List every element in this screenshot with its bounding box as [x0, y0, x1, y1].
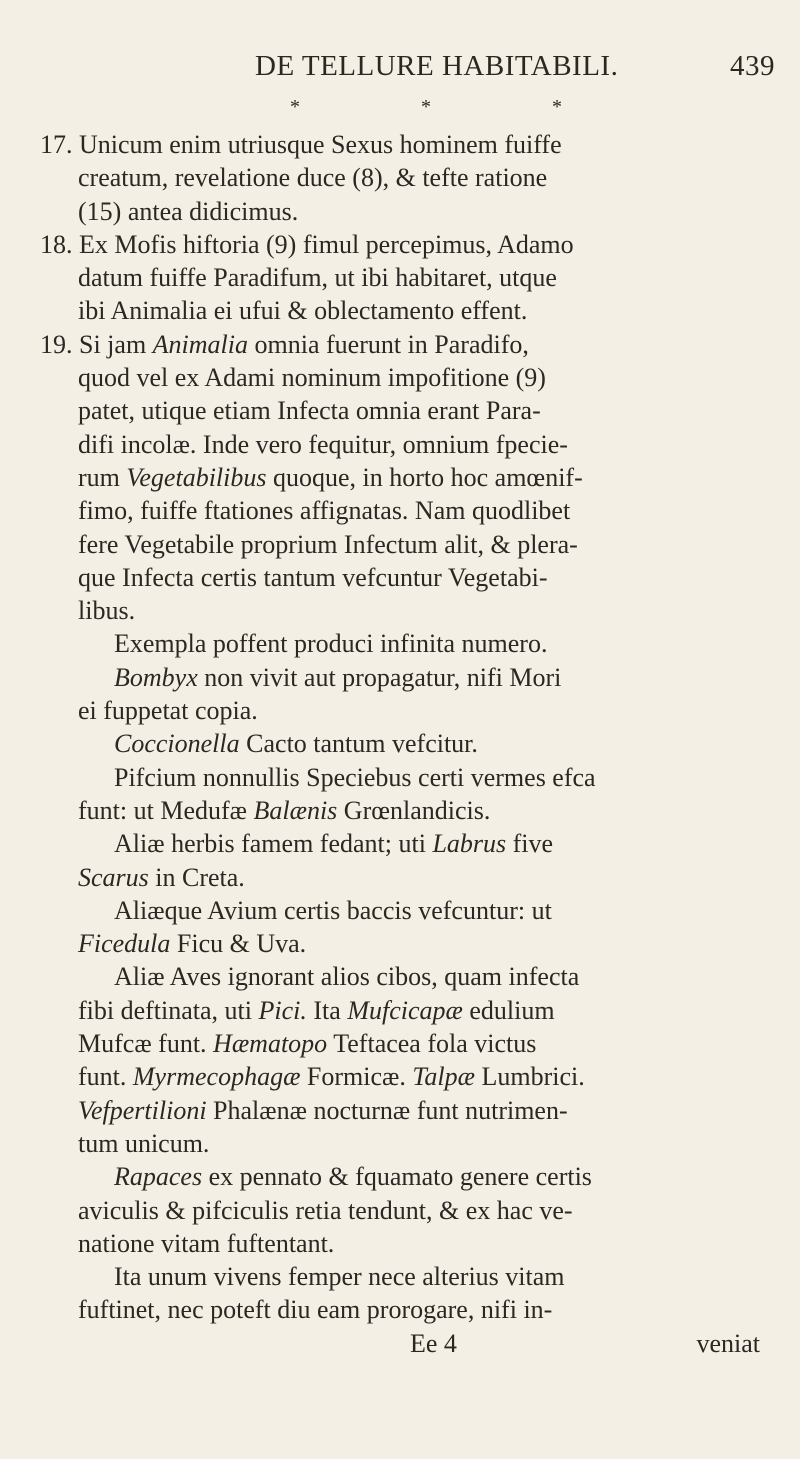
text-line — [40, 927, 760, 960]
text-segment: funt. — [78, 1062, 133, 1092]
text-segment: tum unicum. — [78, 1128, 210, 1158]
italic-term: Mufcicapæ — [347, 995, 463, 1025]
text-segment: Aliæ herbis famem fedant; uti — [114, 829, 433, 859]
text-line — [40, 1260, 760, 1293]
body-text — [40, 128, 760, 1360]
italic-term: Bombyx — [114, 662, 198, 692]
italic-term: Balænis — [253, 795, 338, 825]
text-line — [40, 727, 760, 760]
signature-mark: Ee 4 — [410, 1328, 457, 1358]
italic-term: Hæmatopo — [213, 1029, 328, 1059]
section-ornament: * * * — [290, 96, 620, 118]
text-line — [40, 428, 760, 461]
italic-term: Talpæ — [412, 1062, 475, 1092]
text-line — [40, 361, 760, 394]
text-segment: natione vitam fuftentant. — [78, 1228, 335, 1258]
italic-term: Scarus — [78, 862, 149, 892]
text-segment: libus. — [78, 596, 136, 626]
text-line — [40, 627, 760, 660]
text-line — [40, 1194, 760, 1227]
text-line — [40, 994, 760, 1027]
text-segment: Pifcium nonnullis Speciebus certi vermes efca — [114, 762, 596, 792]
text-line — [40, 661, 760, 694]
text-line — [40, 1160, 760, 1193]
header-title: DE TELLURE HABITABILI. — [255, 50, 619, 82]
signature-line — [40, 1327, 760, 1360]
text-line — [40, 494, 760, 527]
text-segment: edulium — [462, 995, 555, 1025]
text-segment: ei fuppetat copia. — [78, 696, 258, 726]
text-line — [40, 827, 760, 860]
text-segment: quoque, in horto hoc amœnif- — [266, 462, 583, 492]
italic-term: Rapaces — [114, 1162, 203, 1192]
text-segment: Lumbrici. — [475, 1062, 585, 1092]
text-line — [40, 960, 760, 993]
italic-term: Myrmecophagæ — [132, 1062, 301, 1092]
text-line — [40, 261, 760, 294]
text-segment: Ita — [306, 995, 348, 1025]
text-line — [40, 1094, 760, 1127]
text-segment: Grœnlandicis. — [337, 795, 491, 825]
text-segment: fere Vegetabile proprium Infectum alit, & plera- — [78, 529, 578, 559]
text-segment: creatum, revelatione duce (8), & tefte ratione — [78, 163, 548, 193]
text-segment: Exempla poffent produci infinita numero. — [114, 629, 548, 659]
text-segment: rum — [78, 462, 127, 492]
text-line — [40, 894, 760, 927]
text-line — [40, 528, 760, 561]
text-segment: difi incolæ. Inde vero fequitur, omnium fpecie- — [78, 429, 568, 459]
italic-term: Coccionella — [114, 729, 240, 759]
running-header — [255, 50, 775, 90]
text-segment: five — [506, 829, 554, 859]
text-line — [40, 294, 760, 327]
text-segment: 17. Unicum enim utriusque Sexus hominem fuiffe — [40, 130, 562, 159]
italic-term: Labrus — [432, 829, 507, 859]
text-segment: Teftacea fola victus — [327, 1029, 537, 1059]
text-segment: fimo, fuiffe ftationes affignatas. Nam quodlibet — [78, 496, 571, 526]
catchword: veniat — [696, 1328, 760, 1358]
text-line — [40, 594, 760, 627]
text-segment: Aliæ Aves ignorant alios cibos, quam infecta — [114, 962, 580, 992]
text-segment: funt: ut Medufæ — [78, 795, 254, 825]
text-segment: omnia fuerunt in Paradifo, — [248, 329, 529, 359]
text-line — [40, 794, 760, 827]
text-line — [40, 161, 760, 194]
italic-term: Pici. — [258, 995, 307, 1025]
text-line — [40, 761, 760, 794]
text-line — [40, 1027, 760, 1060]
italic-term: Vefpertilioni — [78, 1095, 207, 1125]
text-segment: ibi Animalia ei ufui & oblectamento effent. — [78, 296, 528, 326]
text-segment: quod vel ex Adami nominum impofitione (9) — [78, 363, 546, 393]
text-line — [40, 1293, 760, 1326]
text-line — [40, 228, 760, 261]
text-segment: in Creta. — [148, 862, 245, 892]
text-segment: Ficu & Uva. — [170, 929, 307, 959]
text-segment: aviculis & pifciculis retia tendunt, & ex hac ve- — [78, 1195, 573, 1225]
text-segment: datum fuiffe Paradifum, ut ibi habitaret, utque — [78, 263, 557, 293]
text-segment: ex pennato & fquamato genere certis — [202, 1162, 592, 1192]
text-line — [40, 861, 760, 894]
text-segment: que Infecta certis tantum vefcuntur Vegetabi- — [78, 562, 548, 592]
text-segment: fuftinet, nec poteft diu eam prorogare, nifi in- — [78, 1295, 553, 1325]
text-segment: Cacto tantum vefcitur. — [239, 729, 478, 759]
italic-term: Vegetabilibus — [126, 462, 267, 492]
text-line — [40, 328, 760, 361]
text-line — [40, 561, 760, 594]
text-segment: non vivit aut propagatur, nifi Mori — [197, 662, 562, 692]
text-segment: 18. Ex Mofis hiftoria (9) fimul percepimus, Adamo — [40, 229, 574, 259]
text-segment: fibi deftinata, uti — [78, 995, 259, 1025]
text-line — [40, 1060, 760, 1093]
italic-term: Ficedula — [78, 929, 171, 959]
text-line — [40, 394, 760, 427]
text-segment: Ita unum vivens femper nece alterius vitam — [114, 1262, 565, 1292]
text-line — [40, 694, 760, 727]
text-segment: patet, utique etiam Infecta omnia erant Para- — [78, 396, 541, 426]
text-line — [40, 1227, 760, 1260]
text-segment: (15) antea didicimus. — [78, 196, 299, 226]
text-line — [40, 195, 760, 228]
text-segment: Aliæque Avium certis baccis vefcuntur: ut — [114, 895, 552, 925]
text-line — [40, 461, 760, 494]
page-number: 439 — [730, 50, 775, 82]
italic-term: Animalia — [152, 329, 249, 359]
text-segment: 19. Si jam — [40, 329, 153, 359]
text-segment: Mufcæ funt. — [78, 1029, 214, 1059]
text-segment: Formicæ. — [300, 1062, 413, 1092]
text-line — [40, 1127, 760, 1160]
text-line — [40, 128, 760, 161]
text-segment: Phalænæ nocturnæ funt nutrimen- — [206, 1095, 568, 1125]
